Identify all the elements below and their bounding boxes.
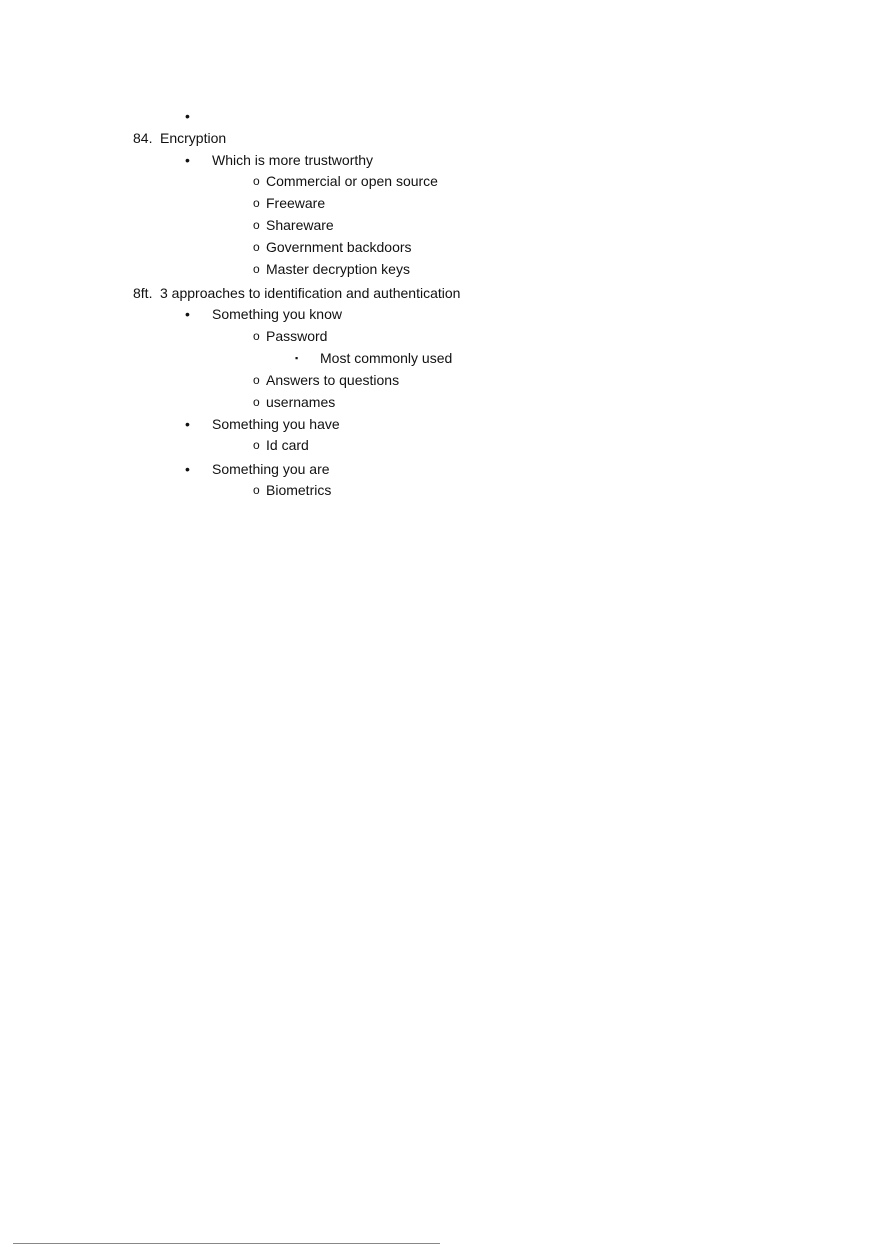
list-item-text: Government backdoors	[266, 239, 412, 255]
list-item-text: Password	[266, 328, 328, 344]
bullet-icon: o	[253, 196, 260, 210]
bullet-icon: o	[253, 373, 260, 387]
list-item-text: Commercial or open source	[266, 173, 438, 189]
bullet-icon: ▪	[295, 353, 299, 363]
list-item-text: Most commonly used	[320, 350, 453, 366]
list-item-text: Freeware	[266, 195, 326, 211]
list-item-text: Something you have	[212, 416, 340, 432]
bullet-icon: o	[253, 174, 260, 188]
list-item-text: Shareware	[266, 217, 334, 233]
footer-rule	[13, 1243, 440, 1244]
bullet-icon: •	[185, 416, 190, 432]
list-item-text: Biometrics	[266, 482, 332, 498]
list-item-text: Something you know	[212, 306, 342, 322]
bullet-icon: •	[185, 461, 190, 477]
list-item-text: Id card	[266, 437, 309, 453]
list-number: 8ft.	[133, 285, 153, 301]
list-item-text: usernames	[266, 394, 336, 410]
list-item-text: Master decryption keys	[266, 261, 410, 277]
list-item-text: 3 approaches to identification and authentication	[160, 285, 461, 301]
bullet-icon: o	[253, 329, 260, 343]
bullet-icon: o	[253, 438, 260, 452]
bullet-icon: •	[185, 152, 190, 168]
bullet-icon: o	[253, 218, 260, 232]
list-item-text: Encryption	[160, 130, 227, 146]
list-item-text: Answers to questions	[266, 372, 400, 388]
bullet-icon: o	[253, 483, 260, 497]
bullet-icon: o	[253, 262, 260, 276]
bullet-icon: o	[253, 395, 260, 409]
list-number: 84.	[133, 130, 153, 146]
bullet-icon: •	[185, 306, 190, 322]
bullet-icon: •	[185, 108, 190, 124]
bullet-icon: o	[253, 240, 260, 254]
list-item-text: Which is more trustworthy	[212, 152, 374, 168]
list-item-text: Something you are	[212, 461, 330, 477]
